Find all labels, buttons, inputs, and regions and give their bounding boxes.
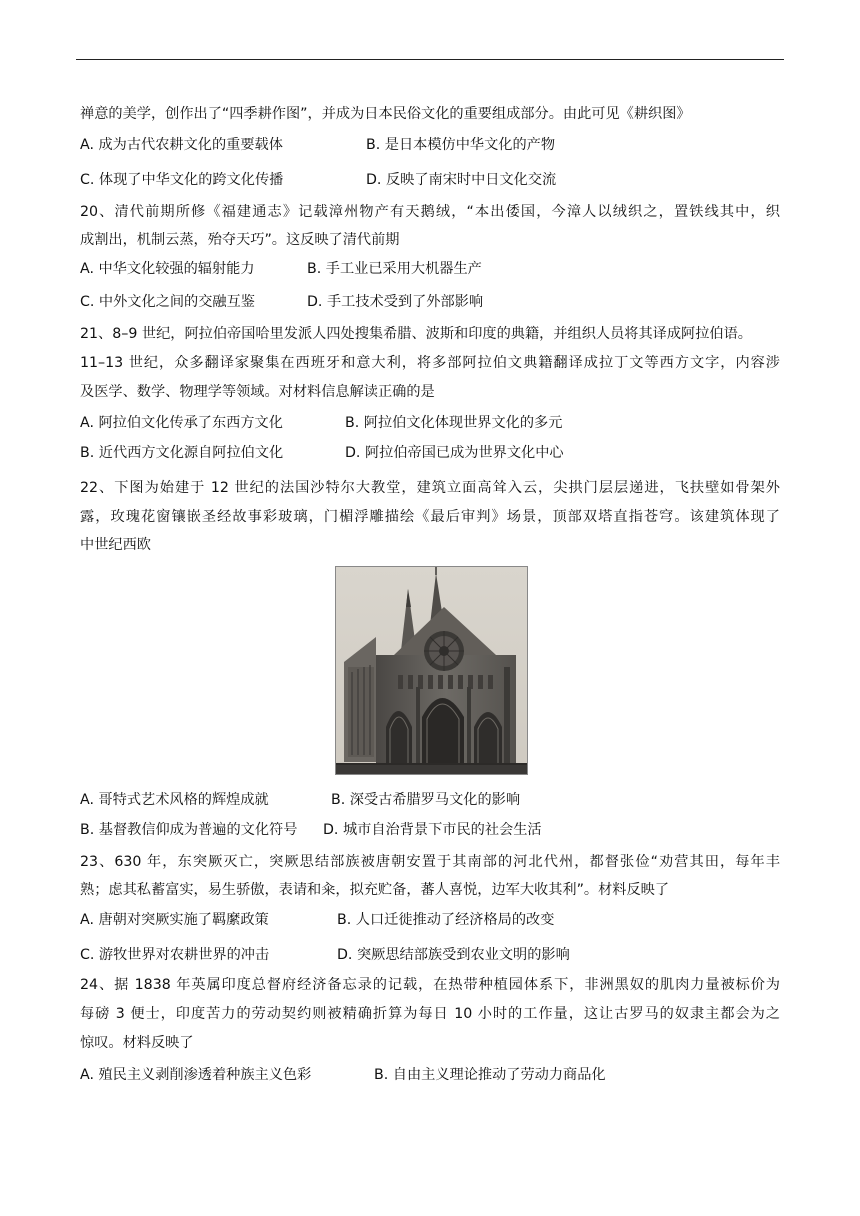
q22-stem-line-1: 22、下图为始建于 12 世纪的法国沙特尔大教堂，建筑立面高耸入云，尖拱门层层递进，飞扶壁如骨架外 [80,480,780,496]
q20-option-d: D. 手工技术受到了外部影响 [307,294,484,310]
q22-option-c: B. 基督教信仰成为普遍的文化符号 [80,822,298,838]
q23-option-d: D. 突厥思结部族受到农业文明的影响 [337,947,570,963]
q20-option-a: A. 中华文化较强的辐射能力 [80,261,255,277]
q20-stem-line-1: 20、清代前期所修《福建通志》记载漳州物产有天鹅绒，“本出倭国，今漳人以绒织之，置铁线其中，织 [80,204,780,220]
q24-stem-line-2: 每磅 3 便士，印度苦力的劳动契约则被精确折算为每日 10 小时的工作量，这让古罗马的奴隶主都会为之 [80,1006,780,1022]
q19-stem: 禅意的美学，创作出了“四季耕作图”，并成为日本民俗文化的重要组成部分。由此可见《耕织图》 [80,106,691,122]
q24-option-b: B. 自由主义理论推动了劳动力商品化 [374,1067,606,1083]
q19-option-a: A. 成为古代农耕文化的重要载体 [80,137,283,153]
q21-stem-line-3: 及医学、数学、物理学等领域。对材料信息解读正确的是 [80,384,435,400]
q24-option-a: A. 殖民主义剥削渗透着种族主义色彩 [80,1067,312,1083]
q20-option-b: B. 手工业已采用大机器生产 [307,261,482,277]
q23-option-a: A. 唐朝对突厥实施了羁縻政策 [80,912,269,928]
q21-option-d: D. 阿拉伯帝国已成为世界文化中心 [345,445,564,461]
q23-option-b: B. 人口迁徙推动了经济格局的改变 [337,912,555,928]
q23-stem-line-1: 23、630 年，东突厥灭亡，突厥思结部族被唐朝安置于其南部的河北代州，都督张俭“劝营其田，每年丰 [80,854,780,870]
q20-option-c: C. 中外文化之间的交融互鉴 [80,294,255,310]
q22-option-d: D. 城市自治背景下市民的社会生活 [323,822,542,838]
q21-stem-line-2: 11–13 世纪，众多翻译家聚集在西班牙和意大利，将多部阿拉伯文典籍翻译成拉丁文等西方文字，内容涉 [80,355,780,371]
q23-stem-line-2: 熟；虑其私蓄富实，易生骄傲，表请和籴，拟充贮备，蕃人喜悦，边军大收其利”。材料反映了 [80,882,670,898]
q19-option-b: B. 是日本模仿中华文化的产物 [366,137,556,153]
q22-option-b: B. 深受古希腊罗马文化的影响 [331,792,521,808]
q22-stem-line-2: 露，玫瑰花窗镶嵌圣经故事彩玻璃，门楣浮雕描绘《最后审判》场景，顶部双塔直指苍穹。该建筑体现了 [80,509,780,525]
q22-option-a: A. 哥特式艺术风格的辉煌成就 [80,792,269,808]
q19-option-d: D. 反映了南宋时中日文化交流 [366,172,557,188]
q19-option-c: C. 体现了中华文化的跨文化传播 [80,172,284,188]
q23-option-c: C. 游牧世界对农耕世界的冲击 [80,947,270,963]
q24-stem-line-1: 24、据 1838 年英属印度总督府经济备忘录的记载，在热带种植园体系下，非洲黑奴的肌肉力量被标价为 [80,977,780,993]
q21-stem-line-1: 21、8–9 世纪，阿拉伯帝国哈里发派人四处搜集希腊、波斯和印度的典籍，并组织人员将其译成阿拉伯语。 [80,326,752,342]
header-rule [76,59,784,60]
cathedral-photo [335,566,528,775]
q20-stem-line-2: 成割出，机制云蒸，殆夺天巧”。这反映了清代前期 [80,232,400,248]
q21-option-c: B. 近代西方文化源自阿拉伯文化 [80,445,284,461]
q24-stem-line-3: 惊叹。材料反映了 [80,1035,194,1051]
q22-stem-line-3: 中世纪西欧 [80,537,151,553]
q21-option-a: A. 阿拉伯文化传承了东西方文化 [80,415,283,431]
q21-option-b: B. 阿拉伯文化体现世界文化的多元 [345,415,563,431]
